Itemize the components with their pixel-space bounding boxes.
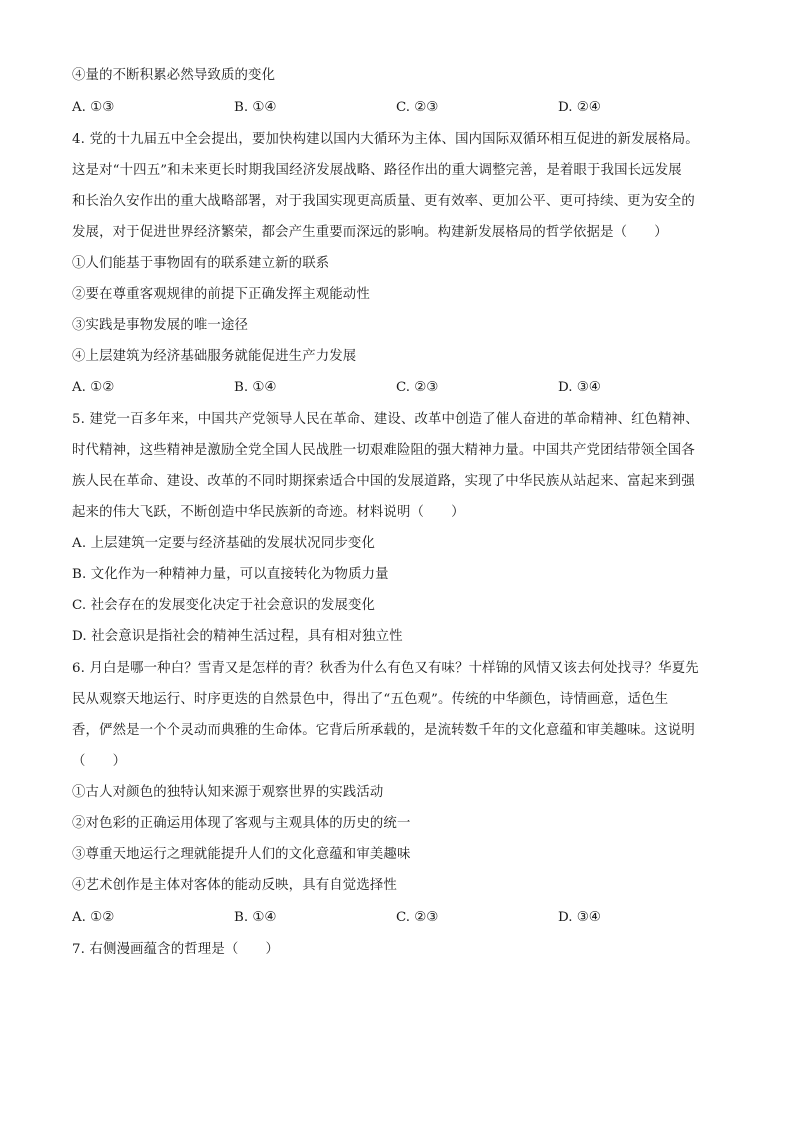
q4-options xyxy=(72,378,722,398)
q6-option-b: B. ①④ xyxy=(234,910,277,925)
q5-stem-line-4: 起来的伟大飞跃，不断创造中华民族新的奇迹。材料说明（ ） xyxy=(72,505,465,520)
q3-option-c: C. ②③ xyxy=(396,100,439,115)
q6-stem-line-1: 6. 月白是哪一种白？雪青又是怎样的青？秋香为什么有色又有味？十样锦的风情又该去何处找寻？华夏先 xyxy=(72,661,699,676)
q6-statement-2: ②对色彩的正确运用体现了客观与主观具体的历史的统一 xyxy=(72,816,411,831)
q3-statement-4: ④量的不断积累必然导致质的变化 xyxy=(72,68,276,83)
q5-stem-line-1: 5. 建党一百多年来，中国共产党领导人民在革命、建设、改革中创造了催人奋进的革命精神、红色精神、 xyxy=(72,412,699,427)
q3-option-d: D. ②④ xyxy=(558,100,601,115)
q4-statement-3: ③实践是事物发展的唯一途径 xyxy=(72,318,249,333)
q6-option-a: A. ①② xyxy=(72,910,115,925)
q6-options xyxy=(72,908,722,928)
q4-option-d: D. ③④ xyxy=(558,380,601,395)
q6-stem-line-3: 香，俨然是一个个灵动而典雅的生命体。它背后所承载的，是流转数千年的文化意蕴和审美趣味。这说明 xyxy=(72,723,695,738)
q6-option-d: D. ③④ xyxy=(558,910,601,925)
q3-option-b: B. ①④ xyxy=(234,100,277,115)
q4-stem-line-4: 发展，对于促进世界经济繁荣，都会产生重要而深远的影响。构建新发展格局的哲学依据是（ ） xyxy=(72,225,668,240)
q7-stem: 7. 右侧漫画蕴含的哲理是（ ） xyxy=(72,942,280,957)
q4-stem-line-3: 和长治久安作出的重大战略部署，对于我国实现更高质量、更有效率、更加公平、更可持续、更为安全的 xyxy=(72,194,695,209)
q5-choice-b: B. 文化作为一种精神力量，可以直接转化为物质力量 xyxy=(72,567,389,582)
q5-choice-d: D. 社会意识是指社会的精神生活过程，具有相对独立性 xyxy=(72,629,403,644)
q3-options xyxy=(72,98,722,118)
q6-stem-line-4: （ ） xyxy=(72,754,127,769)
q4-statement-2: ②要在尊重客观规律的前提下正确发挥主观能动性 xyxy=(72,287,370,302)
q6-option-c: C. ②③ xyxy=(396,910,439,925)
q4-stem-line-1: 4. 党的十九届五中全会提出，要加快构建以国内大循环为主体、国内国际双循环相互促进的新发展格局。 xyxy=(72,132,699,147)
q5-choice-a: A. 上层建筑一定要与经济基础的发展状况同步变化 xyxy=(72,536,375,551)
q3-option-a: A. ①③ xyxy=(72,100,115,115)
q6-statement-1: ①古人对颜色的独特认知来源于观察世界的实践活动 xyxy=(72,785,384,800)
q6-statement-4: ④艺术创作是主体对客体的能动反映，具有自觉选择性 xyxy=(72,878,397,893)
q6-statement-3: ③尊重天地运行之理就能提升人们的文化意蕴和审美趣味 xyxy=(72,847,411,862)
q4-option-b: B. ①④ xyxy=(234,380,277,395)
q4-stem-line-2: 这是对“十四五”和未来更长时期我国经济发展战略、路径作出的重大调整完善，是着眼于我国长远发展 xyxy=(72,163,682,178)
q4-statement-4: ④上层建筑为经济基础服务就能促进生产力发展 xyxy=(72,349,357,364)
q4-statement-1: ①人们能基于事物固有的联系建立新的联系 xyxy=(72,256,330,271)
q5-choice-c: C. 社会存在的发展变化决定于社会意识的发展变化 xyxy=(72,598,376,613)
q6-stem-line-2: 民从观察天地运行、时序更迭的自然景色中，得出了“五色观”。传统的中华颜色，诗情画意，适色生 xyxy=(72,692,669,707)
q5-stem-line-2: 时代精神，这些精神是激励全党全国人民战胜一切艰难险阻的强大精神力量。中国共产党团结带领全国各 xyxy=(72,443,695,458)
q5-stem-line-3: 族人民在革命、建设、改革的不同时期探索适合中国的发展道路，实现了中华民族从站起来、富起来到强 xyxy=(72,474,695,489)
q4-option-a: A. ①② xyxy=(72,380,115,395)
q4-option-c: C. ②③ xyxy=(396,380,439,395)
